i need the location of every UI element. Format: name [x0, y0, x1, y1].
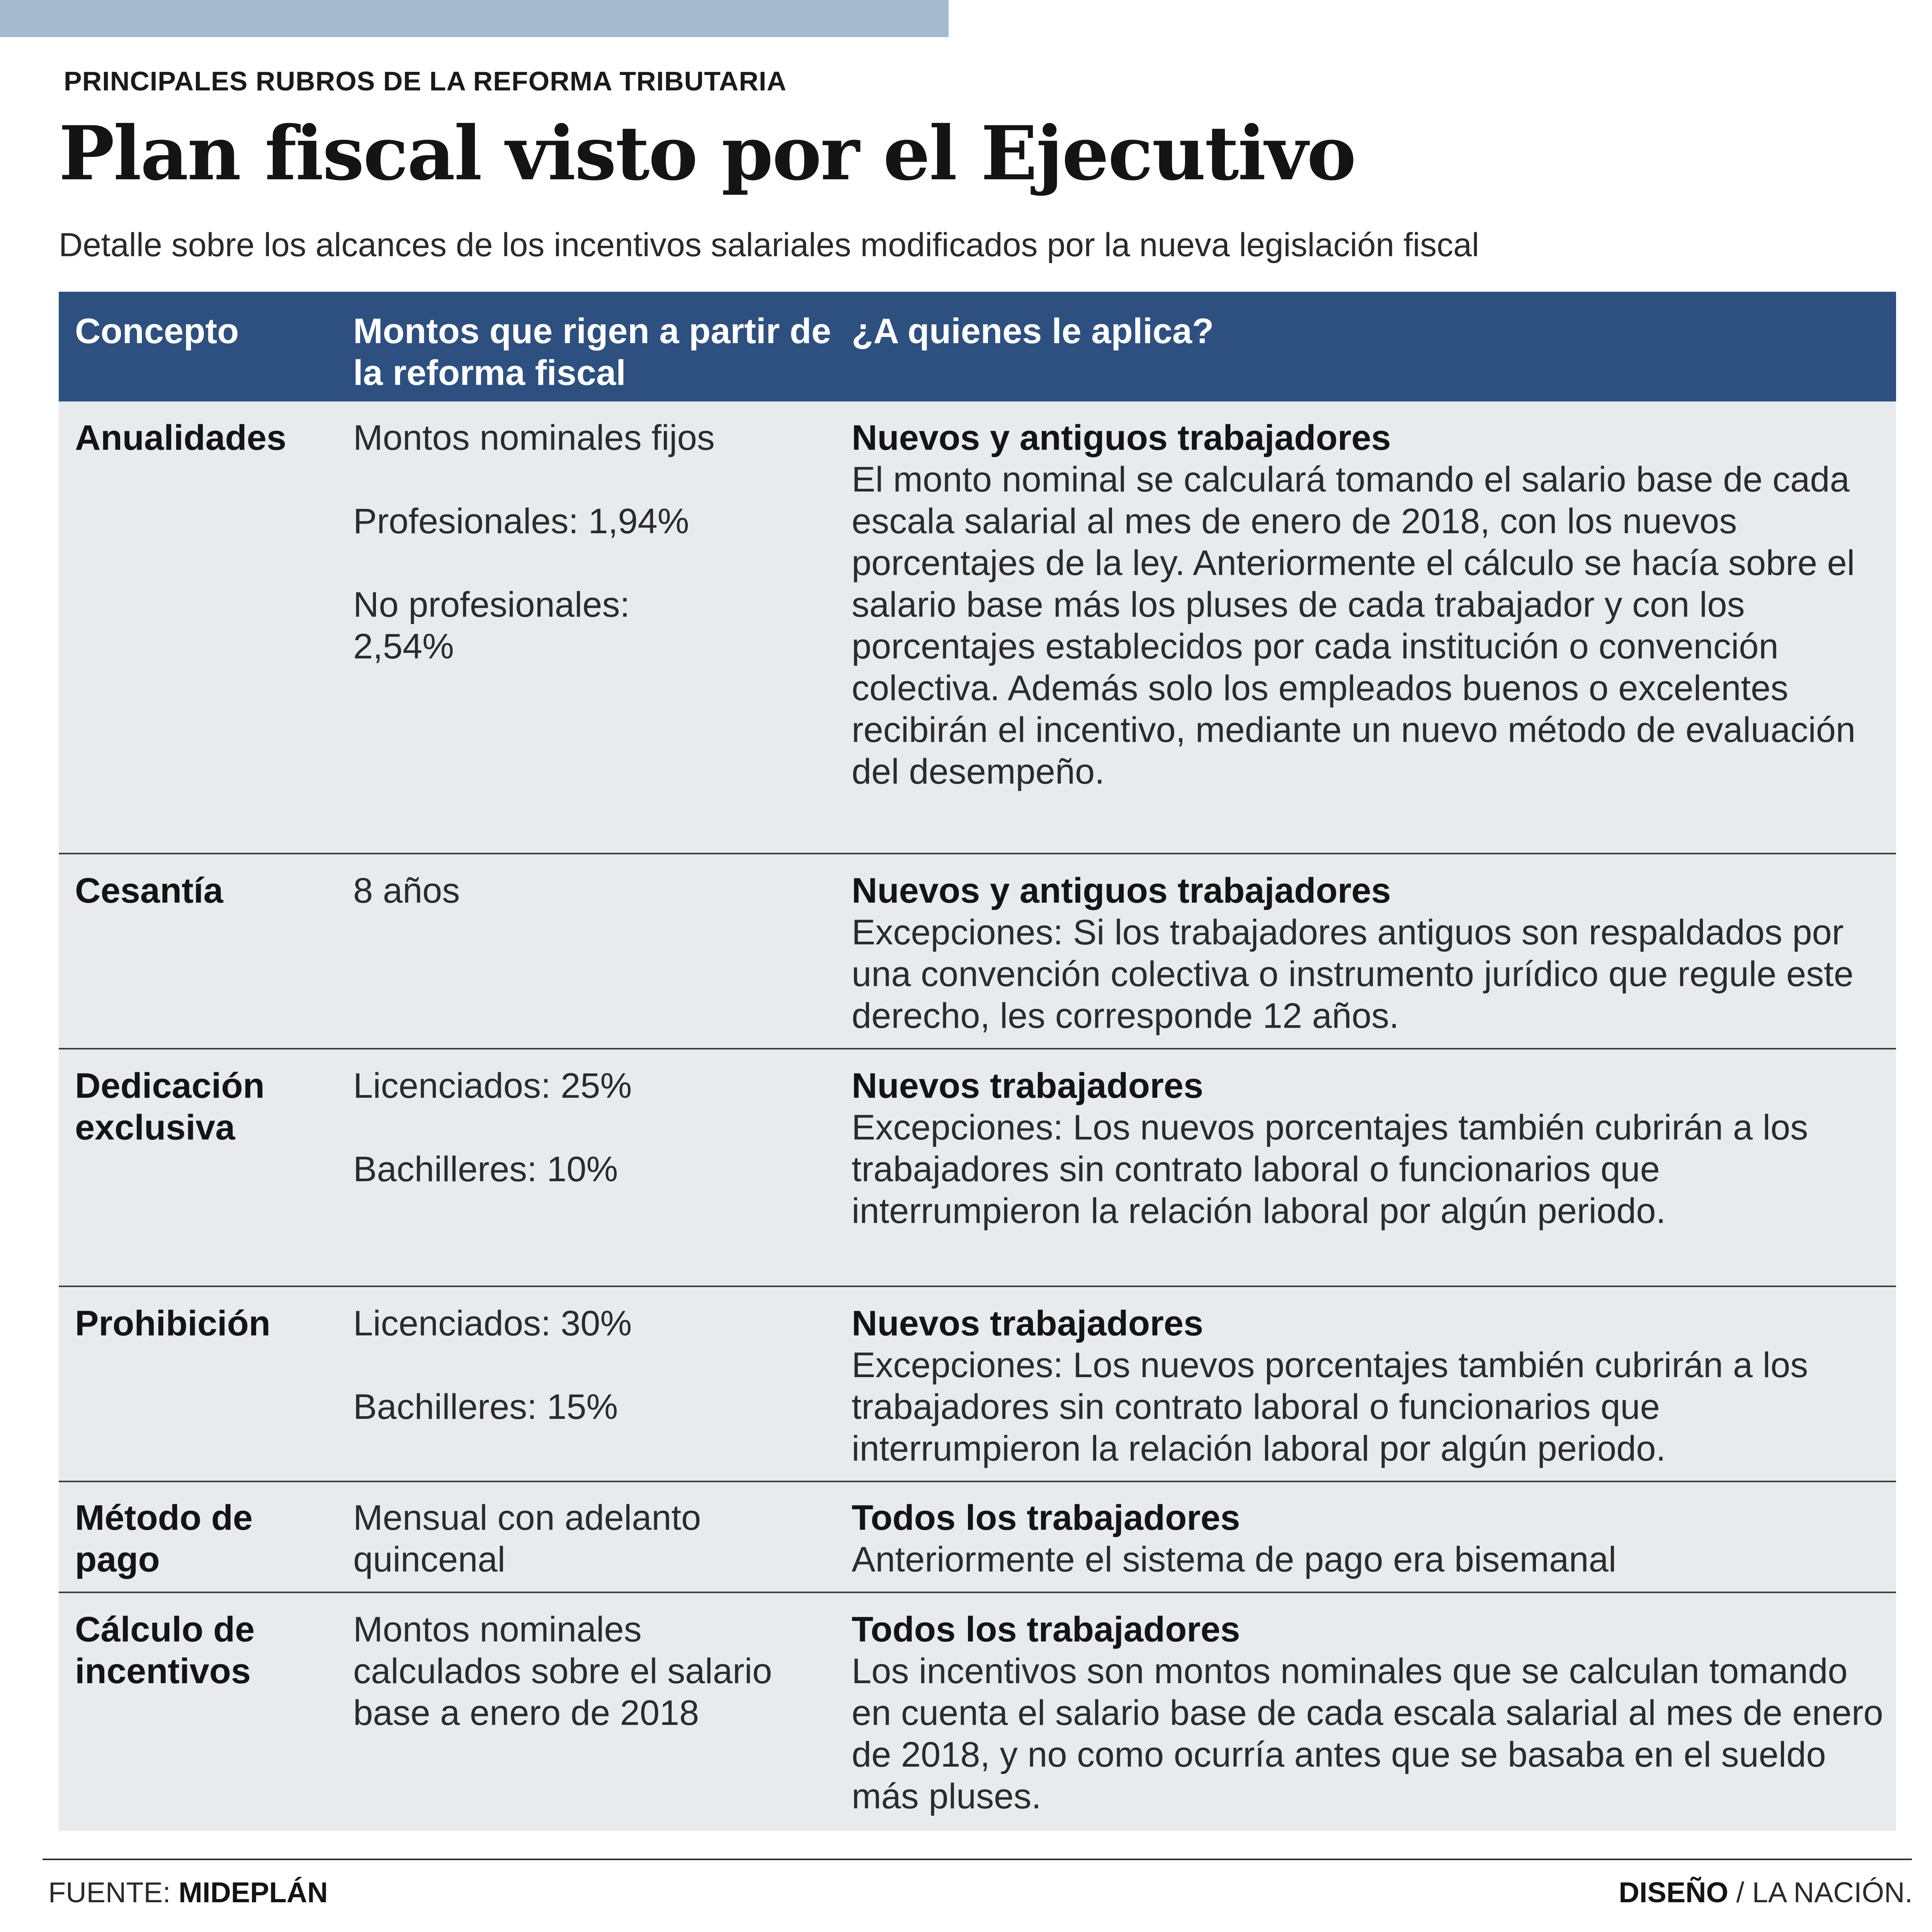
applies-to-heading: Nuevos y antiguos trabajadores	[852, 418, 1391, 457]
row-concept: Método de pago	[75, 1498, 253, 1579]
row-concept: Cesantía	[75, 871, 223, 910]
row-amounts	[353, 1497, 778, 1580]
amount-line: Montos nominales fijos	[353, 418, 715, 457]
row-applies-to	[852, 1497, 1887, 1580]
applies-to-heading: Todos los trabajadores	[852, 1610, 1240, 1649]
amount-line: Licenciados: 30%	[353, 1304, 632, 1343]
footer-credit	[1619, 1876, 1913, 1909]
row-concept: Dedicación exclusiva	[75, 1066, 265, 1147]
row-amounts	[353, 1303, 817, 1428]
table-row	[59, 854, 1896, 1049]
design-label: DISEÑO	[1619, 1876, 1728, 1908]
amount-line: Montos nominales calculados sobre el salario base a enero de 2018	[353, 1610, 772, 1733]
footer-source	[48, 1876, 328, 1909]
applies-to-description: Los incentivos son montos nominales que se calculan tomando en cuenta el salario base de cada escala salarial al mes de enero de 2018, y no como ocurría antes que se basaba en el sueldo más pluses.	[852, 1651, 1883, 1816]
applies-to-description: Excepciones: Los nuevos porcentajes también cubrirán a los trabajadores sin contrato laboral o funcionarios que interrumpieron la relación laboral por algún periodo.	[852, 1108, 1808, 1231]
applies-to-heading: Nuevos trabajadores	[852, 1304, 1204, 1343]
column-header-concepto: Concepto	[75, 311, 239, 351]
table-row	[59, 1287, 1896, 1482]
amount-line: Bachilleres: 10%	[353, 1150, 618, 1189]
row-applies-to	[852, 870, 1887, 1037]
amount-line: Profesionales: 1,94%	[353, 502, 689, 541]
amount-line: Licenciados: 25%	[353, 1066, 632, 1105]
amount-line: No profesionales: 2,54%	[353, 585, 630, 666]
table-row	[59, 401, 1896, 854]
amount-line: 8 años	[353, 871, 460, 910]
applies-to-heading: Nuevos y antiguos trabajadores	[852, 871, 1391, 910]
amount-line: Bachilleres: 15%	[353, 1387, 618, 1427]
row-applies-to	[852, 417, 1887, 793]
data-table	[59, 292, 1896, 1831]
credit-separator: /	[1736, 1876, 1745, 1908]
table-header	[59, 292, 1896, 401]
column-header-aplica: ¿A quienes le aplica?	[852, 311, 1214, 351]
table-row	[59, 1482, 1896, 1593]
row-applies-to	[852, 1303, 1887, 1469]
row-concept: Prohibición	[75, 1304, 270, 1343]
top-accent-bar	[0, 0, 949, 37]
applies-to-description: Excepciones: Si los trabajadores antiguos son respaldados por una convención colectiva o instrumento jurídico que regule este derecho, les corresponde 12 años.	[852, 913, 1854, 1036]
row-amounts	[353, 870, 817, 912]
column-header-montos: Montos que rigen a partir de la reforma fiscal	[353, 311, 832, 393]
applies-to-description: Anteriormente el sistema de pago era bisemanal	[852, 1540, 1617, 1579]
row-amounts	[353, 1609, 798, 1734]
outlet-name: LA NACIÓN.	[1752, 1876, 1913, 1908]
footer-divider	[43, 1859, 1912, 1860]
applies-to-heading: Todos los trabajadores	[852, 1498, 1240, 1537]
applies-to-heading: Nuevos trabajadores	[852, 1066, 1204, 1105]
source-label: FUENTE:	[48, 1876, 171, 1908]
row-amounts	[353, 1065, 817, 1190]
row-concept: Cálculo de incentivos	[75, 1610, 255, 1691]
row-amounts	[353, 417, 817, 667]
row-applies-to	[852, 1609, 1887, 1817]
table-row	[59, 1049, 1896, 1287]
subtitle: Detalle sobre los alcances de los incentivos salariales modificados por la nueva legislación fiscal	[59, 226, 1480, 264]
kicker: PRINCIPALES RUBROS DE LA REFORMA TRIBUTARIA	[64, 66, 787, 96]
source-name: MIDEPLÁN	[179, 1876, 328, 1908]
row-concept: Anualidades	[75, 418, 287, 457]
amount-line: Mensual con adelanto quincenal	[353, 1498, 701, 1579]
table-row	[59, 1593, 1896, 1831]
applies-to-description: Excepciones: Los nuevos porcentajes también cubrirán a los trabajadores sin contrato laboral o funcionarios que interrumpieron la relación laboral por algún periodo.	[852, 1345, 1808, 1468]
row-applies-to	[852, 1065, 1887, 1232]
page-title: Plan fiscal visto por el Ejecutivo	[59, 110, 1355, 197]
applies-to-description: El monto nominal se calculará tomando el salario base de cada escala salarial al mes de enero de 2018, con los nuevos porcentajes de la ley. Anteriormente el cálculo se hacía sobre el salario base más los pluses de cada trabajador y con los porcentajes establecidos por cada institución o convención colectiva. Además solo los empleados buenos o excelentes recibirán el incentivo, mediante un nuevo método de evaluación del desempeño.	[852, 460, 1856, 791]
